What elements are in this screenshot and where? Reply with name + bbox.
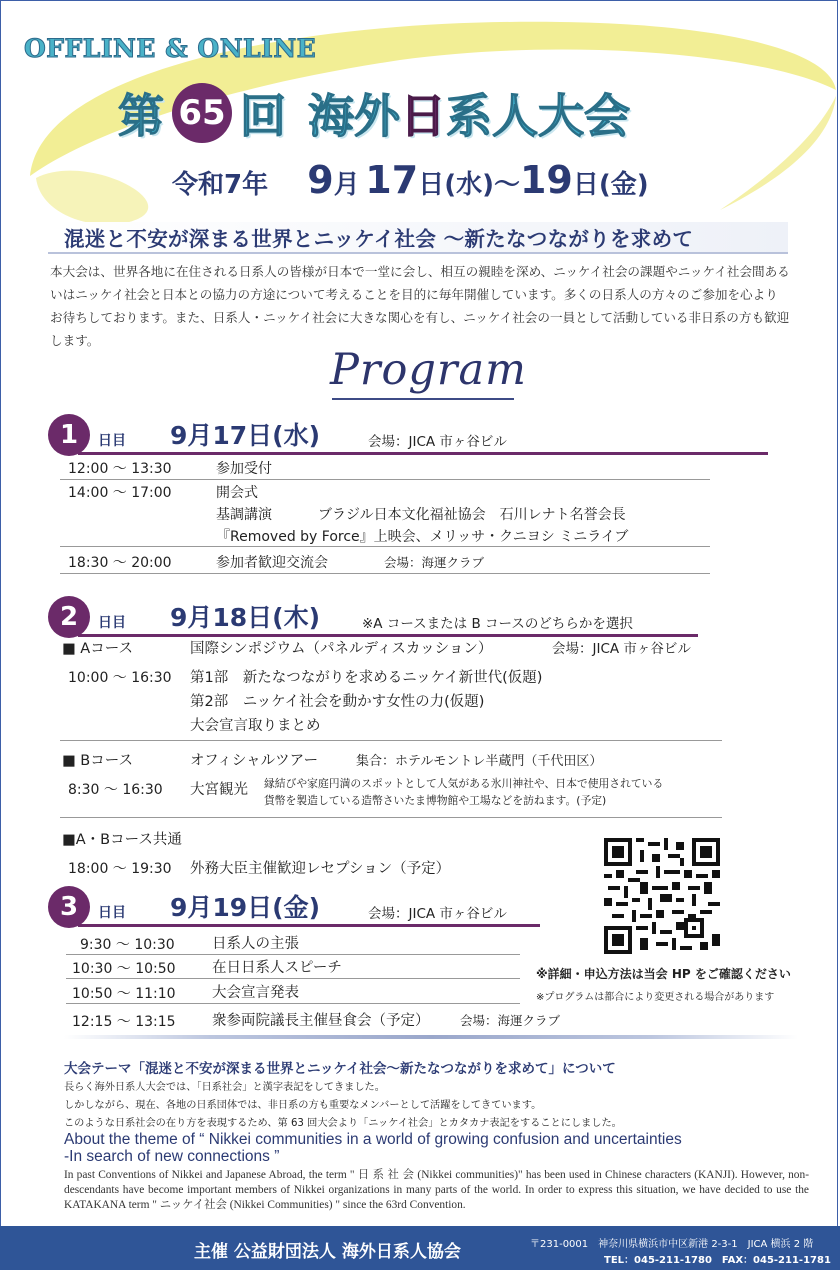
- date-day2-suffix: 日(金): [572, 170, 649, 200]
- day1-row1-text: 参加受付: [216, 461, 272, 477]
- footer-phone-fax: TEL：045-211-1780 FAX：045-211-1781: [604, 1255, 831, 1266]
- day1-row5-venue: 会場：海運クラブ: [384, 555, 485, 570]
- day1-venue: 会場：JICA 市ヶ谷ビル: [368, 434, 507, 450]
- theme-en-body: In past Conventions of Nikkei and Japanese Abroad, the term " 日 系 社 会 (Nikkei communities)" has been used in Chinese characters (KANJI). However, non-descendants have become important members of Nikkei organizations in many parts of the world. In order to express this situation, we have decided to use the KATAKANA term " ニッケイ社会 (Nikkei Communities) " since the 63rd Convention.: [64, 1169, 809, 1211]
- title-kai: 回: [240, 89, 286, 143]
- divider: [60, 573, 710, 574]
- day3-row3-time: 10:50 ～ 11:10: [72, 986, 176, 1002]
- day1-number-badge: 1: [48, 414, 90, 456]
- day3-row4-venue: 会場：海運クラブ: [460, 1013, 561, 1028]
- theme-explanation-title: 大会テーマ「混迷と不安が深まる世界とニッケイ社会～新たなつながりを求めて」について: [64, 1061, 616, 1077]
- title-number-badge: 65: [172, 83, 232, 143]
- theme-line3: このような日系社会の在り方を表現するため、第 63 回大会より「ニッケイ社会」とカタカナ表記をすることにしました。: [64, 1118, 622, 1129]
- date-reiwa: 令和7年: [172, 170, 269, 200]
- footer-organizer: 主催 公益財団法人 海外日系人協会: [194, 1242, 461, 1262]
- title-highlight: 日: [400, 89, 446, 143]
- day2-date: 9月18日(木): [170, 603, 321, 632]
- swoosh-lower-arc: [36, 171, 148, 225]
- day1-row2-text: 開会式: [216, 485, 258, 501]
- divider: [66, 1003, 520, 1004]
- day3-row2-text: 在日日系人スピーチ: [212, 960, 342, 976]
- course-a-item2: 第2部 ニッケイ社会を動かす女性の力(仮題): [190, 694, 485, 710]
- divider: [60, 546, 710, 547]
- day3-date: 9月19日(金): [170, 893, 321, 922]
- day3-venue: 会場：JICA 市ヶ谷ビル: [368, 906, 507, 922]
- title-part2: 系人大会: [446, 89, 630, 143]
- day1-row3-extra: ブラジル日本文化福祉協会 石川レナト名誉会長: [318, 507, 626, 523]
- main-title: [118, 78, 630, 148]
- day1-rule: [78, 452, 768, 455]
- course-b-item: 大宮観光: [190, 782, 248, 798]
- offline-online-label: OFFLINE & ONLINE: [24, 34, 317, 63]
- theme-line2: しかしながら、現在、各地の日系団体では、非日系の方も重要なメンバーとして活躍をしてきています。: [64, 1100, 542, 1111]
- day3-rule: [78, 924, 540, 927]
- date-month-num: 9: [307, 158, 334, 202]
- day1-row5-time: 18:30 ～ 20:00: [68, 555, 172, 571]
- program-heading: Program: [330, 345, 527, 395]
- day2-number-badge: 2: [48, 596, 90, 638]
- date-day1-suffix: 日(水)～: [418, 170, 520, 200]
- course-a-item3: 大会宣言取りまとめ: [190, 718, 321, 734]
- course-b-desc2: 貨幣を製造している造幣さいたま博物館や工場などを訪ねます。(予定): [264, 794, 607, 807]
- day3-row2-time: 10:30 ～ 10:50: [72, 961, 176, 977]
- change-note: ※プログラムは都合により変更される場合があります: [536, 992, 775, 1003]
- day2-selection-note: ※A コースまたは B コースのどちらかを選択: [362, 616, 633, 632]
- details-note: ※詳細・申込方法は当会 HP をご確認ください: [536, 967, 791, 981]
- theme-en-title-line1: About the theme of “ Nikkei communities in a world of growing confusion and uncertainties: [64, 1131, 682, 1148]
- swoosh-right-arc: [720, 96, 836, 210]
- divider: [66, 978, 520, 979]
- common-course-text: 外務大臣主催歓迎レセプション（予定）: [190, 861, 451, 877]
- common-course-label: ■A・Bコース共通: [62, 832, 182, 848]
- course-b-desc1: 縁結びや家庭円満のスポットとして人気がある氷川神社や、日本で使用されている: [264, 777, 664, 790]
- course-b-meeting: 集合：ホテルモントレ半蔵門（千代田区）: [356, 754, 603, 769]
- course-a-label: ■ Aコース: [62, 641, 134, 657]
- course-a-venue: 会場：JICA 市ヶ谷ビル: [552, 641, 691, 657]
- title-part1: 海外: [308, 89, 400, 143]
- day3-label: 日目: [98, 905, 126, 921]
- day3-number-badge: 3: [48, 886, 90, 928]
- date-day1: 17: [365, 158, 419, 202]
- theme-line1: 長らく海外日系人大会では、「日系社会」と漢字表記をしてきました。: [64, 1082, 385, 1093]
- course-b-time: 8:30 ～ 16:30: [68, 782, 163, 798]
- common-course-time: 18:00 ～ 19:30: [68, 861, 172, 877]
- date-month: 月: [333, 170, 360, 200]
- qr-code[interactable]: [604, 838, 720, 954]
- day1-row5-text: 参加者歓迎交流会: [216, 555, 328, 571]
- course-a-item1: 第1部 新たなつながりを求めるニッケイ新世代(仮題): [190, 670, 543, 686]
- day1-row4-text: 『Removed by Force』上映会、メリッサ・クニヨシ ミニライブ: [216, 529, 629, 545]
- theme-en-title: [64, 1131, 682, 1165]
- event-dates: [172, 158, 649, 202]
- day3-row4-time: 12:15 ～ 13:15: [72, 1014, 176, 1030]
- course-a-time: 10:00 ～ 16:30: [68, 670, 172, 686]
- date-day2: 19: [519, 158, 573, 202]
- course-a-title: 国際シンポジウム（パネルディスカッション）: [190, 641, 493, 657]
- theme-en-title-line2: -In search of new connections ”: [64, 1148, 280, 1165]
- divider: [60, 817, 722, 818]
- day2-header: [48, 596, 728, 636]
- title-prefix: 第: [118, 89, 164, 143]
- section-divider-band: [64, 1035, 798, 1039]
- day3-row3-text: 大会宣言発表: [212, 985, 299, 1001]
- day1-header: [48, 414, 728, 454]
- day2-label: 日目: [98, 615, 126, 631]
- divider: [60, 479, 710, 480]
- day3-row4-text: 衆参両院議長主催昼食会（予定）: [212, 1013, 430, 1029]
- day1-row2-time: 14:00 ～ 17:00: [68, 485, 172, 501]
- intro-paragraph: 本大会は、世界各地に在住される日系人の皆様が日本で一堂に会し、相互の親睦を深め、ニッケイ社会の課題やニッケイ社会間あるいはニッケイ社会と日本との協力の方途について考えることを目的に毎年開催しています。多くの日系人の方々のご参加を心よりお待ちしております。また、日系人・ニッケイ社会に大きな関心を有し、ニッケイ社会の一員として活動している非日系の方も歓迎します。: [50, 264, 790, 348]
- day1-row1-time: 12:00 ～ 13:30: [68, 461, 172, 477]
- divider: [66, 954, 520, 955]
- footer-address: 〒231-0001 神奈川県横浜市中区新港 2-3-1 JICA 横浜 2 階: [530, 1239, 814, 1250]
- day1-date: 9月17日(水): [170, 421, 321, 450]
- program-underline: [332, 398, 514, 400]
- course-b-label: ■ Bコース: [62, 753, 134, 769]
- day1-row3-text: 基調講演: [216, 507, 272, 523]
- day3-row1-text: 日系人の主張: [212, 936, 299, 952]
- course-b-title: オフィシャルツアー: [190, 753, 319, 769]
- day3-row1-time: 9:30 ～ 10:30: [80, 937, 175, 953]
- theme-subtitle: 混迷と不安が深まる世界とニッケイ社会 ～新たなつながりを求めて: [48, 222, 788, 254]
- divider: [60, 740, 722, 741]
- day1-label: 日目: [98, 433, 126, 449]
